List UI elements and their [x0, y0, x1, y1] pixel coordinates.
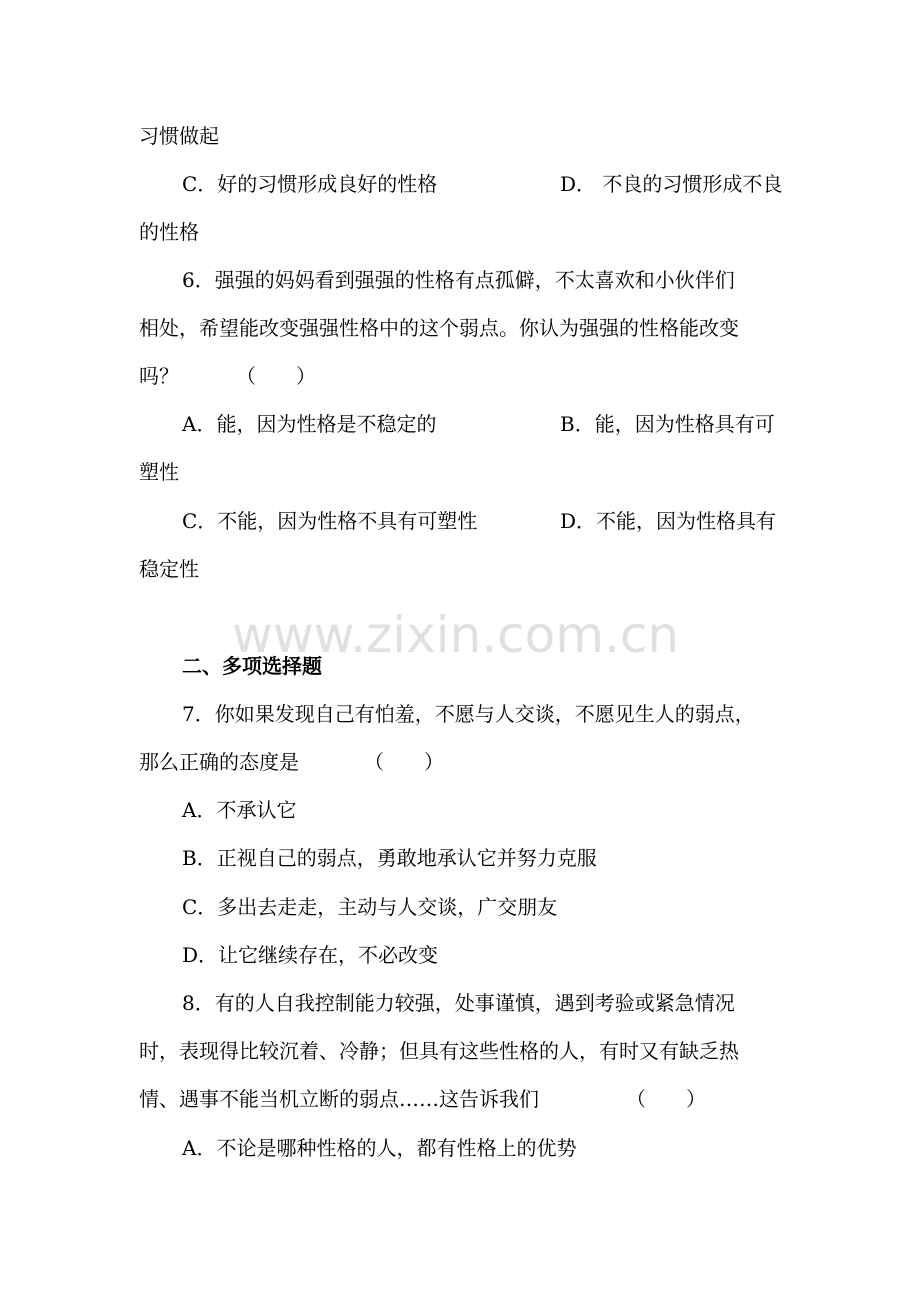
q8-option-a: A．不论是哪种性格的人，都有性格上的优势 — [182, 1136, 577, 1160]
q5-tail: 习惯做起 — [139, 124, 219, 148]
q6-option-d: D．不能，因为性格具有 — [560, 509, 777, 533]
q8-answer-blank: （ ） — [626, 1087, 706, 1111]
q6-option-d-continued: 稳定性 — [139, 557, 199, 581]
watermark: www.zixin.com.cn — [232, 606, 680, 664]
q7-option-b: B．正视自己的弱点，勇敢地承认它并努力克服 — [182, 846, 597, 870]
q6-option-a: A．能，因为性格是不稳定的 — [182, 412, 437, 436]
q7-option-d: D．让它继续存在，不必改变 — [182, 943, 439, 967]
q7-stem-line2: 那么正确的态度是 — [139, 750, 299, 774]
q7-option-a: A．不承认它 — [182, 798, 297, 822]
q7-answer-blank: （ ） — [364, 750, 444, 774]
q5-option-d-continued: 的性格 — [139, 220, 199, 244]
q6-option-c: C．不能，因为性格不具有可塑性 — [182, 509, 478, 533]
q6-stem-line3: 吗？ — [139, 364, 179, 388]
q5-option-d: D． 不良的习惯形成不良 — [560, 172, 783, 196]
q6-stem-line1: 6．强强的妈妈看到强强的性格有点孤僻，不太喜欢和小伙伴们 — [182, 268, 735, 292]
q8-stem-line3: 情、遇事不能当机立断的弱点……这告诉我们 — [139, 1087, 539, 1111]
q6-stem-line2: 相处，希望能改变强强性格中的这个弱点。你认为强强的性格能改变 — [139, 316, 739, 340]
q8-stem-line2: 时，表现得比较沉着、冷静；但具有这些性格的人，有时又有缺乏热 — [139, 1039, 739, 1063]
q6-option-b: B．能，因为性格具有可 — [560, 412, 775, 436]
q7-option-c: C．多出去走走，主动与人交谈，广交朋友 — [182, 895, 558, 919]
q6-answer-blank: （ ） — [236, 364, 316, 388]
q5-option-c: C．好的习惯形成良好的性格 — [182, 172, 438, 196]
q6-option-b-continued: 塑性 — [139, 460, 179, 484]
section-heading: 二、多项选择题 — [182, 654, 322, 678]
q7-stem-line1: 7．你如果发现自己有怕羞，不愿与人交谈，不愿见生人的弱点， — [182, 702, 755, 726]
q8-stem-line1: 8．有的人自我控制能力较强，处事谨慎，遇到考验或紧急情况 — [182, 991, 735, 1015]
